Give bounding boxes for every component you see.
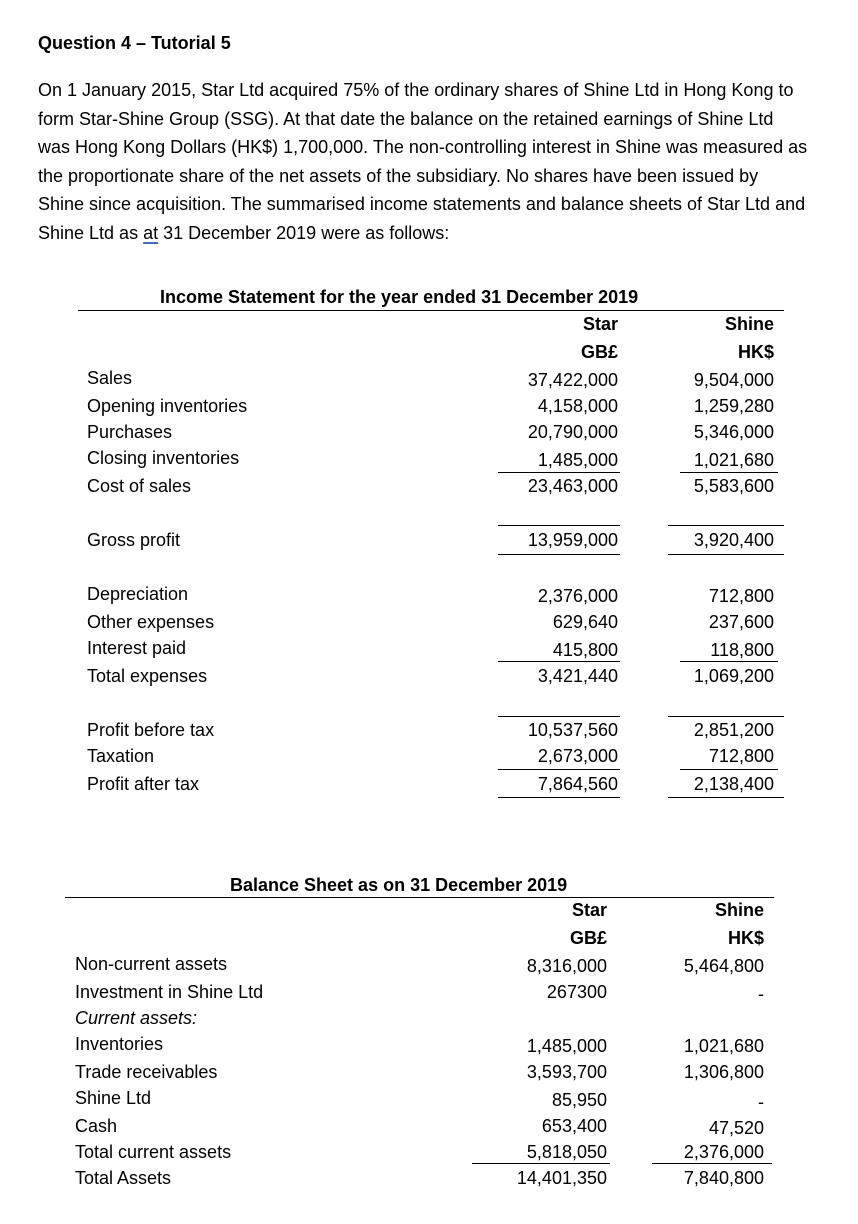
is-header-star: Star (582, 314, 618, 334)
is-row-label: Opening inventories (87, 396, 248, 416)
bs-row-label: Inventories (75, 1034, 164, 1054)
is-row-shine-value: 237,600 (708, 612, 774, 632)
bs-row-label: Investment in Shine Ltd (75, 982, 264, 1002)
is-row-star-value: 1,485,000 (537, 450, 618, 470)
is-row-star-value: 415,800 (552, 640, 618, 660)
question-heading: Question 4 – Tutorial 5 (38, 33, 231, 53)
is-row-shine-value: 9,504,000 (693, 370, 774, 390)
is-row-shine-value: 1,069,200 (693, 666, 774, 686)
is-rule (498, 797, 620, 798)
is-header-shine: Shine (724, 314, 774, 334)
bs-header-star-currency: GB£ (569, 928, 607, 948)
is-rule (498, 661, 620, 662)
bs-row-label: Total current assets (75, 1142, 232, 1162)
is-row-star-value: 4,158,000 (537, 396, 618, 416)
is-row-star-value: 3,421,440 (537, 666, 618, 686)
is-row-label: Profit before tax (87, 720, 215, 740)
bs-row-shine-value: - (758, 1092, 764, 1112)
bs-row-star-value: 14,401,350 (516, 1168, 607, 1188)
bs-row-shine-value: - (758, 984, 764, 1004)
is-row-star-value: 10,537,560 (527, 720, 618, 740)
is-row-label: Total expenses (87, 666, 208, 686)
bs-row-star-value: 267300 (546, 982, 607, 1002)
is-row-label: Interest paid (87, 638, 187, 658)
is-rule (498, 716, 620, 717)
is-row-shine-value: 1,259,280 (693, 396, 774, 416)
balance-sheet-top-rule (65, 897, 774, 898)
bs-row-shine-value: 47,520 (708, 1118, 764, 1138)
is-row-label: Taxation (87, 746, 155, 766)
is-rule (498, 472, 620, 473)
is-header-shine-currency: HK$ (737, 342, 774, 362)
bs-row-label: Shine Ltd (75, 1088, 152, 1108)
bs-row-star-value: 8,316,000 (526, 956, 607, 976)
bs-row-star-value: 3,593,700 (526, 1062, 607, 1082)
is-row-shine-value: 118,800 (710, 640, 774, 660)
is-row-label: Other expenses (87, 612, 215, 632)
intro-paragraph (38, 76, 808, 248)
bs-row-label: Cash (75, 1116, 118, 1136)
bs-rule (472, 1163, 610, 1164)
is-row-shine-value: 712,800 (708, 746, 774, 766)
is-rule (668, 525, 784, 526)
bs-row-shine-value: 2,376,000 (683, 1142, 764, 1162)
is-row-label: Sales (87, 368, 133, 388)
is-row-shine-value: 2,138,400 (693, 774, 774, 794)
bs-section-label: Current assets: (75, 1008, 198, 1028)
is-row-star-value: 37,422,000 (527, 370, 618, 390)
bs-header-shine: Shine (714, 900, 764, 920)
is-row-shine-value: 5,583,600 (693, 476, 774, 496)
is-row-shine-value: 5,346,000 (693, 422, 774, 442)
is-row-shine-value: 1,021,680 (693, 450, 774, 470)
income-statement-title: Income Statement for the year ended 31 December 2019 (160, 287, 639, 307)
bs-row-shine-value: 7,840,800 (683, 1168, 764, 1188)
balance-sheet-title: Balance Sheet as on 31 December 2019 (230, 875, 568, 895)
is-rule (680, 769, 778, 770)
is-row-shine-value: 712,800 (708, 586, 774, 606)
is-row-shine-value: 2,851,200 (693, 720, 774, 740)
bs-row-shine-value: 1,021,680 (683, 1036, 764, 1056)
is-row-shine-value: 3,920,400 (693, 530, 774, 550)
income-statement-top-rule (78, 310, 784, 311)
is-row-star-value: 13,959,000 (527, 530, 618, 550)
is-rule (668, 716, 784, 717)
intro-text-before: On 1 January 2015, Star Ltd acquired 75% of the ordinary shares of Shine Ltd in Hong Kong to form Star-Shine Group (SSG). At that date the balance on the retained earnings of Shine Ltd was Hong Kong Dollars (HK$) 1,700,000. The non-controlling interest in Shine was measured as the proportionate share of the net assets of the subsidiary. No shares have been issued by Shine since acquisition. The summarised income statements and balance sheets of Star Ltd and Shine Ltd as (38, 80, 808, 243)
bs-rule (652, 1163, 772, 1164)
is-row-label: Closing inventories (87, 448, 240, 468)
bs-row-label: Trade receivables (75, 1062, 218, 1082)
bs-header-shine-currency: HK$ (727, 928, 764, 948)
is-row-star-value: 629,640 (552, 612, 618, 632)
is-row-star-value: 2,376,000 (537, 586, 618, 606)
bs-row-star-value: 85,950 (551, 1090, 607, 1110)
is-row-label: Cost of sales (87, 476, 192, 496)
is-row-star-value: 20,790,000 (527, 422, 618, 442)
is-header-star-currency: GB£ (580, 342, 618, 362)
is-row-label: Depreciation (87, 584, 189, 604)
bs-row-label: Total Assets (75, 1168, 172, 1188)
is-rule (498, 525, 620, 526)
is-row-label: Gross profit (87, 530, 181, 550)
is-rule (498, 769, 620, 770)
is-rule (498, 554, 620, 555)
is-rule (668, 554, 784, 555)
bs-row-label: Non-current assets (75, 954, 228, 974)
bs-row-star-value: 5,818,050 (526, 1142, 607, 1162)
is-row-star-value: 7,864,560 (537, 774, 618, 794)
is-row-label: Purchases (87, 422, 173, 442)
intro-underlined-word: at (143, 222, 159, 243)
bs-row-star-value: 653,400 (541, 1116, 607, 1136)
is-rule (680, 661, 778, 662)
is-rule (668, 797, 784, 798)
is-rule (680, 472, 778, 473)
is-row-label: Profit after tax (87, 774, 200, 794)
is-row-star-value: 23,463,000 (527, 476, 618, 496)
intro-text-after: 31 December 2019 were as follows: (158, 222, 450, 243)
is-row-star-value: 2,673,000 (537, 746, 618, 766)
bs-header-star: Star (571, 900, 607, 920)
bs-row-shine-value: 5,464,800 (683, 956, 764, 976)
bs-row-shine-value: 1,306,800 (683, 1062, 764, 1082)
bs-row-star-value: 1,485,000 (526, 1036, 607, 1056)
